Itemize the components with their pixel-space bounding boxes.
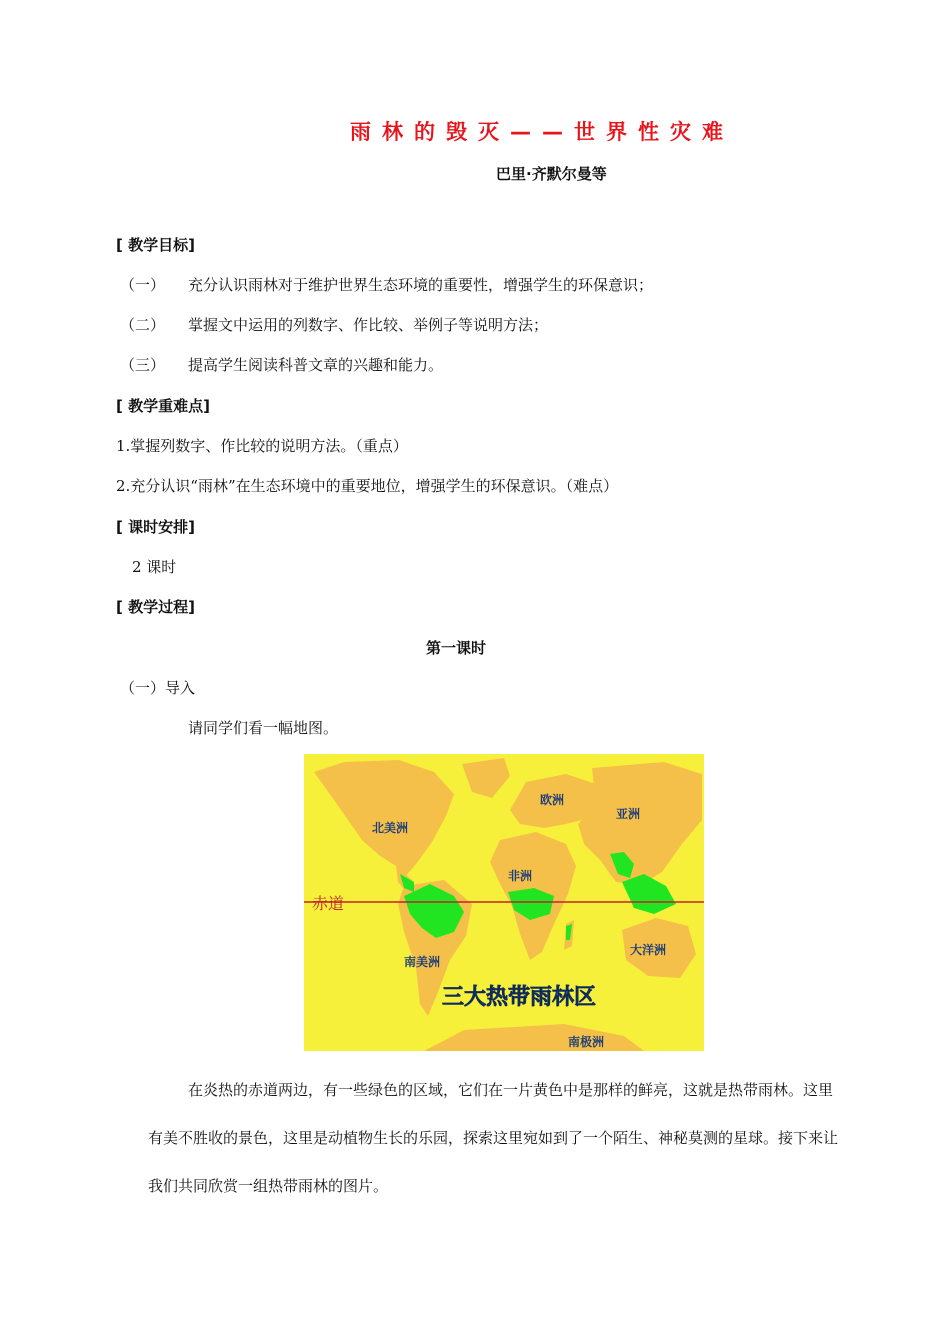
- objective-number-3: （三）: [120, 356, 166, 374]
- equator-label: 赤道: [312, 896, 345, 913]
- objective-text-3: 提高学生阅读科普文章的兴趣和能力。: [188, 356, 444, 374]
- antarctica-label: 南极洲: [568, 1035, 605, 1049]
- author-line: 巴里·齐默尔曼等: [496, 165, 607, 183]
- key-points-heading: [ 教学重难点]: [116, 397, 210, 415]
- oceania-label: 大洋洲: [630, 943, 667, 957]
- europe-label: 欧洲: [540, 793, 565, 807]
- intro-heading: （一）导入: [120, 679, 196, 697]
- lesson-title: 第一课时: [425, 639, 486, 657]
- north-america-label: 北美洲: [372, 821, 409, 835]
- asia-label: 亚洲: [616, 807, 641, 821]
- rainforest-world-map: [304, 754, 704, 1051]
- schedule-value: 2 课时: [132, 558, 177, 576]
- objective-text-1: 充分认识雨林对于维护世界生态环境的重要性，增强学生的环保意识；: [188, 276, 654, 294]
- key-point-1: 1.掌握列数字、作比较的说明方法。（重点）: [116, 437, 408, 455]
- map-caption: 三大热带雨林区: [442, 984, 597, 1009]
- intro-text: 请同学们看一幅地图。: [188, 719, 339, 737]
- intro-paragraph-text: 在炎热的赤道两边，有一些绿色的区域，它们在一片黄色中是那样的鲜亮，这就是热带雨林。这里有美不胜收的景色，这里是动植物生长的乐园，探索这里宛如到了一个陌生、神秘莫测的星球。接下来让我们共同欣赏一组热带雨林的图片。: [148, 1081, 839, 1195]
- key-point-2: 2.充分认识“雨林”在生态环境中的重要地位，增强学生的环保意识。（难点）: [116, 477, 619, 495]
- schedule-heading: [ 课时安排]: [116, 518, 195, 536]
- objectives-heading: [ 教学目标]: [116, 236, 195, 254]
- objective-text-2: 掌握文中运用的列数字、作比较、举例子等说明方法；: [188, 316, 549, 334]
- objective-number-2: （二）: [120, 316, 166, 334]
- intro-paragraph: [148, 1066, 838, 1210]
- objective-number-1: （一）: [120, 276, 166, 294]
- south-america-label: 南美洲: [404, 955, 441, 969]
- document-title: 雨林的毁灭——世界性灾难: [350, 120, 734, 144]
- africa-label: 非洲: [508, 869, 533, 883]
- process-heading: [ 教学过程]: [116, 598, 195, 616]
